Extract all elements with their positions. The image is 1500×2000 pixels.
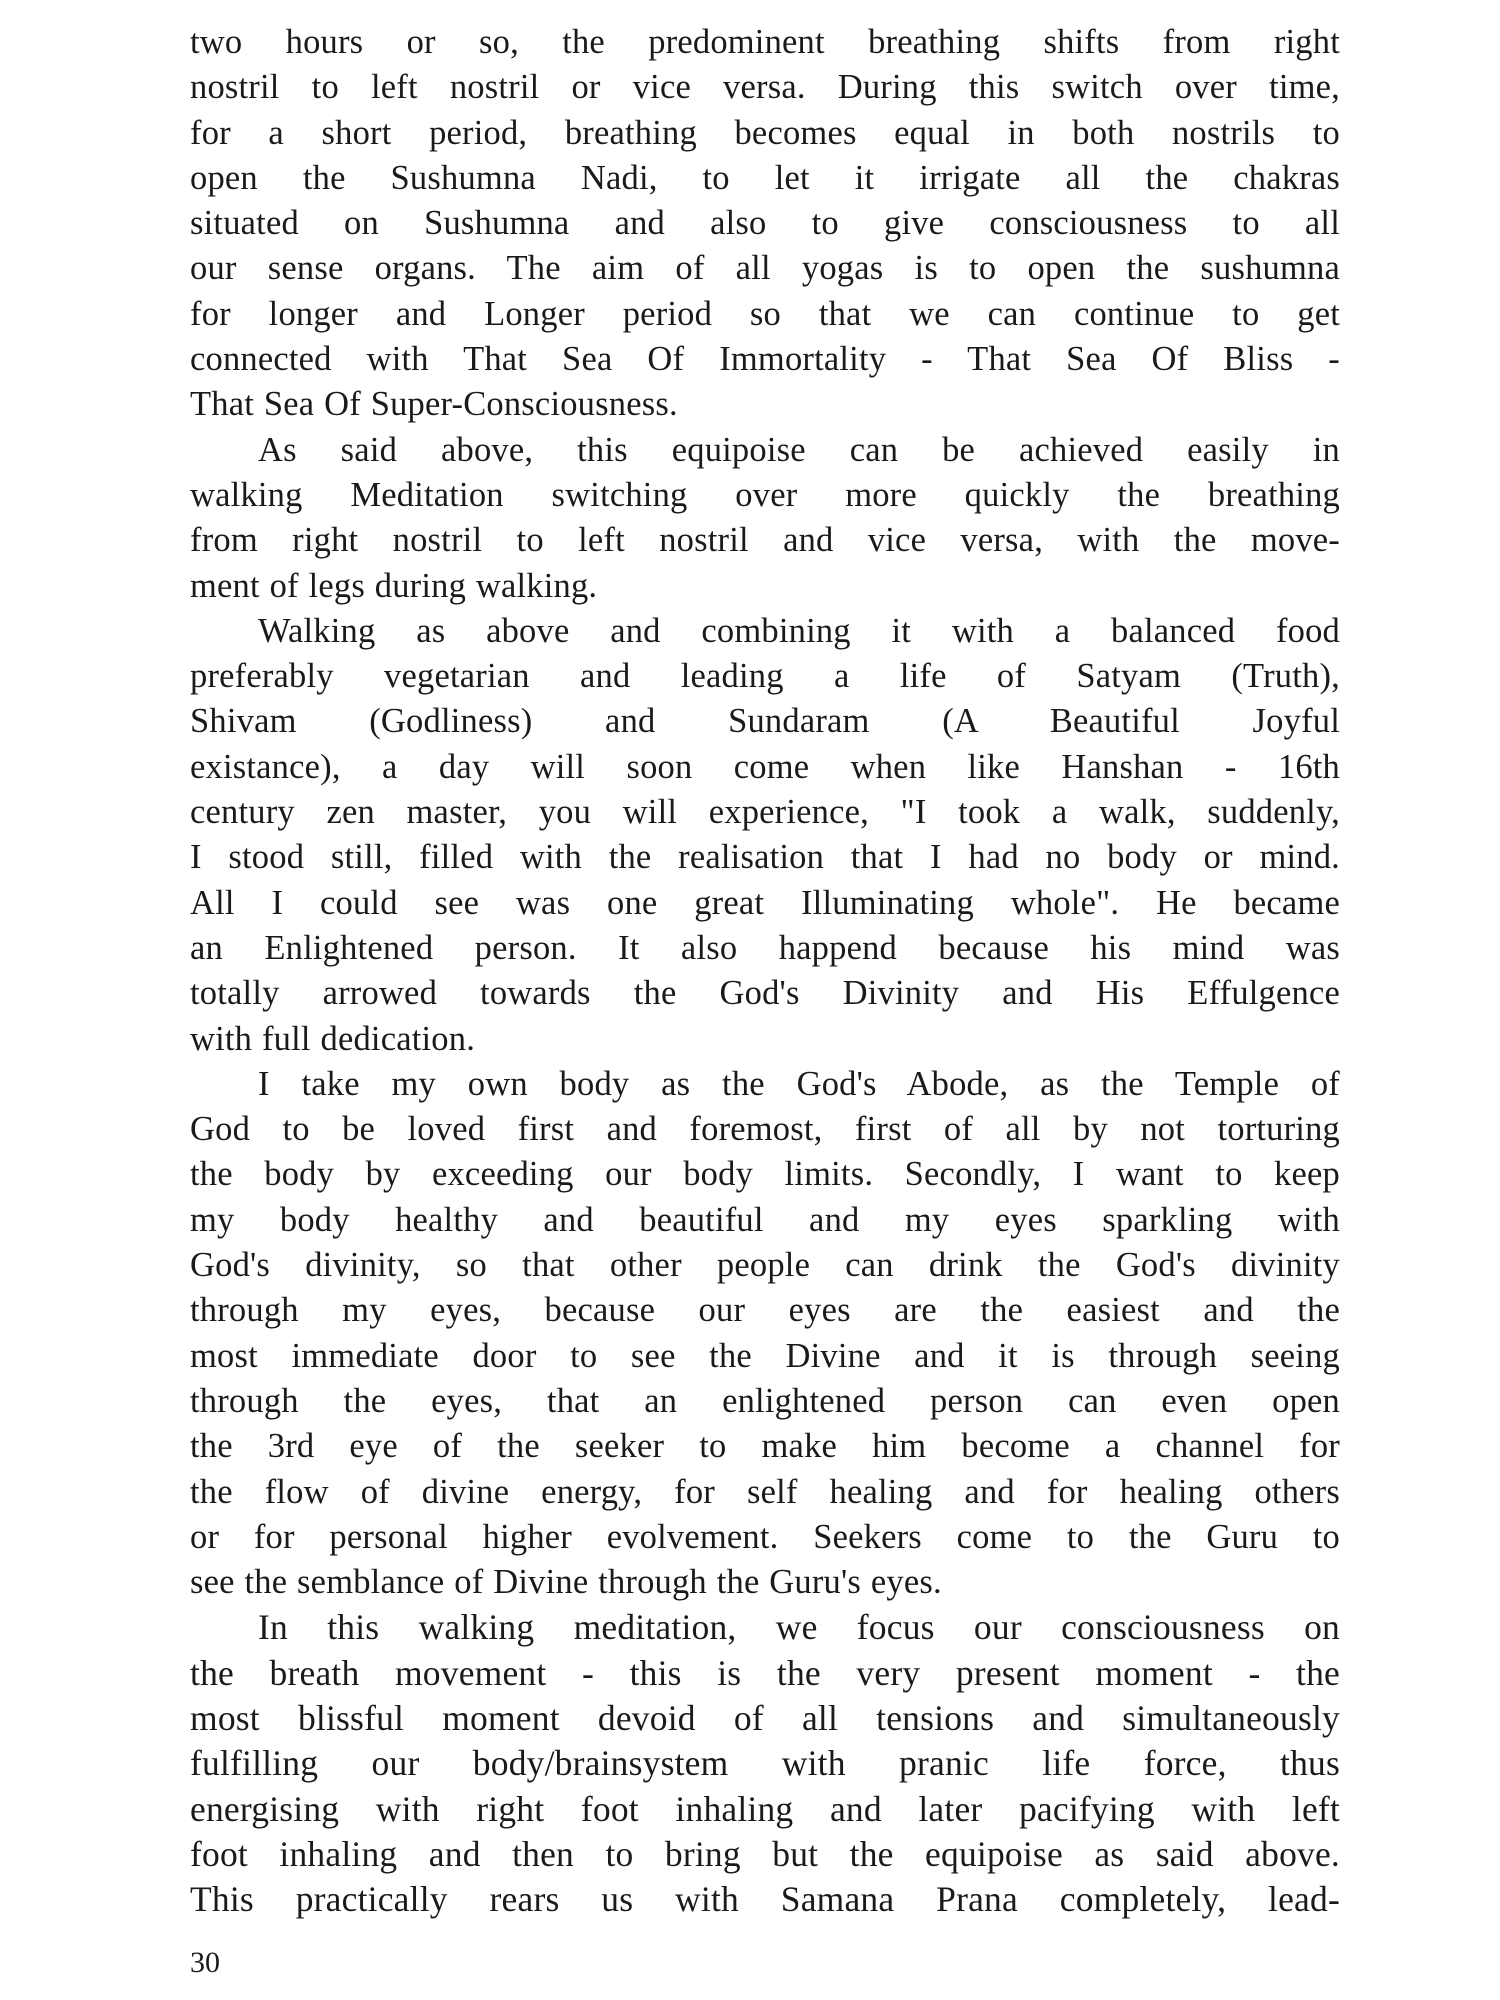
text-line: century zen master, you will experience, "I took a walk, suddenly, xyxy=(190,793,1340,832)
text-line: most blissful moment devoid of all tensions and simultaneously xyxy=(190,1697,1340,1738)
paragraph-4 xyxy=(190,1062,1340,1606)
text-line: This practically rears us with Samana Prana completely, lead- xyxy=(190,1879,1340,1920)
text-line: Shivam (Godliness) and Sundaram (A Beautiful Joyful xyxy=(190,702,1340,741)
text-line: most immediate door to see the Divine and it is through seeing xyxy=(190,1336,1340,1375)
text-line: preferably vegetarian and leading a life of Satyam (Truth), xyxy=(190,657,1340,696)
text-line: the 3rd eye of the seeker to make him become a channel for xyxy=(190,1427,1340,1466)
page-number: 30 xyxy=(190,1946,220,1979)
text-line: I take my own body as the God's Abode, as the Temple of xyxy=(258,1064,1340,1103)
paragraph-3 xyxy=(190,609,1340,1062)
text-line: for a short period, breathing becomes equal in both nostrils to xyxy=(190,113,1340,152)
text-line: see the semblance of Divine through the Guru's eyes. xyxy=(190,1563,942,1602)
text-line: That Sea Of Super-Consciousness. xyxy=(190,385,678,424)
text-line: As said above, this equipoise can be achieved easily in xyxy=(258,430,1340,469)
body-text xyxy=(190,20,1340,1922)
text-line: I stood still, filled with the realisation that I had no body or mind. xyxy=(190,838,1340,877)
text-line: fulfilling our body/brainsystem with pranic life force, thus xyxy=(190,1743,1340,1784)
text-line: our sense organs. The aim of all yogas is to open the sushumna xyxy=(190,249,1340,288)
text-line: nostril to left nostril or vice versa. During this switch over time, xyxy=(190,68,1340,107)
paragraph-1 xyxy=(190,20,1340,428)
text-line: totally arrowed towards the God's Divinity and His Effulgence xyxy=(190,974,1340,1013)
text-line: open the Sushumna Nadi, to let it irrigate all the chakras xyxy=(190,158,1340,197)
text-line: the flow of divine energy, for self healing and for healing others xyxy=(190,1472,1340,1511)
text-line: All I could see was one great Illuminating whole". He became xyxy=(190,883,1340,922)
text-line: my body healthy and beautiful and my eyes sparkling with xyxy=(190,1200,1340,1239)
text-line: the breath movement - this is the very present moment - the xyxy=(190,1652,1340,1693)
paragraph-5 xyxy=(190,1605,1340,1922)
text-line: foot inhaling and then to bring but the equipoise as said above. xyxy=(190,1833,1340,1874)
text-line: Walking as above and combining it with a balanced food xyxy=(258,611,1340,650)
text-line: In this walking meditation, we focus our consciousness on xyxy=(258,1607,1340,1648)
text-line: through my eyes, because our eyes are the easiest and the xyxy=(190,1291,1340,1330)
paragraph-2 xyxy=(190,428,1340,609)
text-line: through the eyes, that an enlightened person can even open xyxy=(190,1381,1340,1420)
text-line: God to be loved first and foremost, first of all by not torturing xyxy=(190,1110,1340,1149)
text-line: with full dedication. xyxy=(190,1019,476,1058)
text-line: the body by exceeding our body limits. Secondly, I want to keep xyxy=(190,1155,1340,1194)
text-line: for longer and Longer period so that we can continue to get xyxy=(190,294,1340,333)
text-line: existance), a day will soon come when like Hanshan - 16th xyxy=(190,747,1340,786)
text-line: two hours or so, the predominent breathing shifts from right xyxy=(190,23,1340,61)
text-line: situated on Sushumna and also to give consciousness to all xyxy=(190,204,1340,243)
text-line: God's divinity, so that other people can drink the God's divinity xyxy=(190,1246,1340,1285)
text-line: from right nostril to left nostril and vice versa, with the move- xyxy=(190,521,1340,560)
text-line: energising with right foot inhaling and later pacifying with left xyxy=(190,1788,1340,1829)
text-line: ment of legs during walking. xyxy=(190,566,598,605)
text-line: walking Meditation switching over more quickly the breathing xyxy=(190,475,1340,514)
text-line: or for personal higher evolvement. Seekers come to the Guru to xyxy=(190,1517,1340,1556)
text-line: connected with That Sea Of Immortality - That Sea Of Bliss - xyxy=(190,340,1340,379)
text-line: an Enlightened person. It also happend because his mind was xyxy=(190,928,1340,967)
